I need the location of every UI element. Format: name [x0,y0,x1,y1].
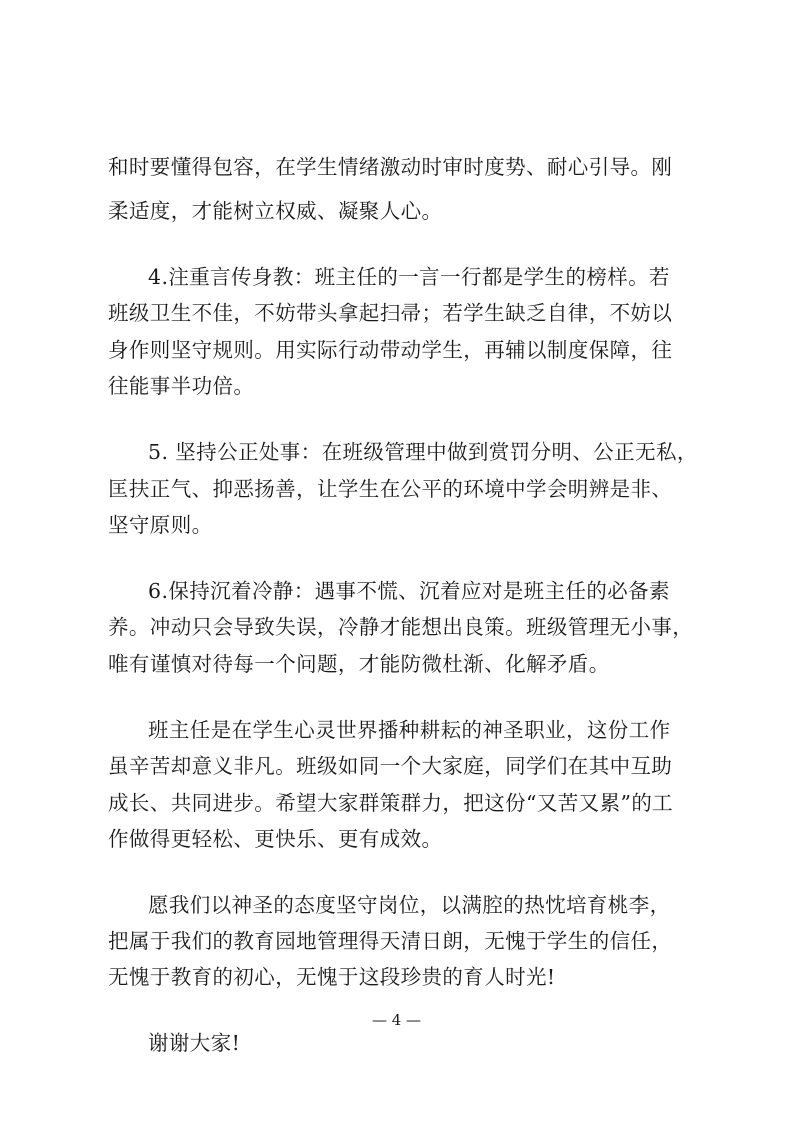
page-number: — 4 — [371,1011,422,1029]
text-line: 和时要懂得包容，在学生情绪激动时审时度势、耐心引导。刚 [108,155,673,179]
text-line: 柔适度，才能树立权威、凝聚人心。 [108,199,443,223]
text-line: 成长、共同进步。希望大家群策群力，把这份“又苦又累”的工 [108,791,674,815]
text-line: 5. 坚持公正处事：在班级管理中做到赏罚分明、公正无私， [148,440,698,464]
text-line: 养。冲动只会导致失误，冷静才能想出良策。班级管理无小事， [108,615,694,639]
text-line: 作做得更轻松、更快乐、更有成效。 [108,827,443,851]
text-line: 4.注重言传身教：班主任的一言一行都是学生的榜样。若 [148,265,670,289]
text-line: 虽辛苦却意义非凡。班级如同一个大家庭，同学们在其中互助 [108,754,673,778]
text-line: 把属于我们的教育园地管理得天清日朗，无愧于学生的信任， [108,929,673,953]
text-line: 坚守原则。 [108,513,213,537]
text-line: 匡扶正气、抑恶扬善，让学生在公平的环境中学会明辨是非、 [108,477,673,501]
text-line: 身作则坚守规则。用实际行动带动学生，再辅以制度保障，往 [108,338,673,362]
text-line: 往能事半功倍。 [108,374,255,398]
text-line: 6.保持沉着冷静：遇事不慌、沉着应对是班主任的必备素 [148,579,670,603]
text-line: 谢谢大家! [148,1031,241,1055]
text-line: 愿我们以神圣的态度坚守岗位，以满腔的热忱培育桃李， [148,893,671,917]
text-line: 班级卫生不佳，不妨带头拿起扫帚；若学生缺乏自律，不妨以 [108,301,673,325]
text-line: 班主任是在学生心灵世界播种耕耘的神圣职业，这份工作 [148,718,671,742]
text-line: 唯有谨慎对待每一个问题，才能防微杜渐、化解矛盾。 [108,652,610,676]
text-line: 无愧于教育的初心，无愧于这段珍贵的育人时光! [108,965,556,989]
